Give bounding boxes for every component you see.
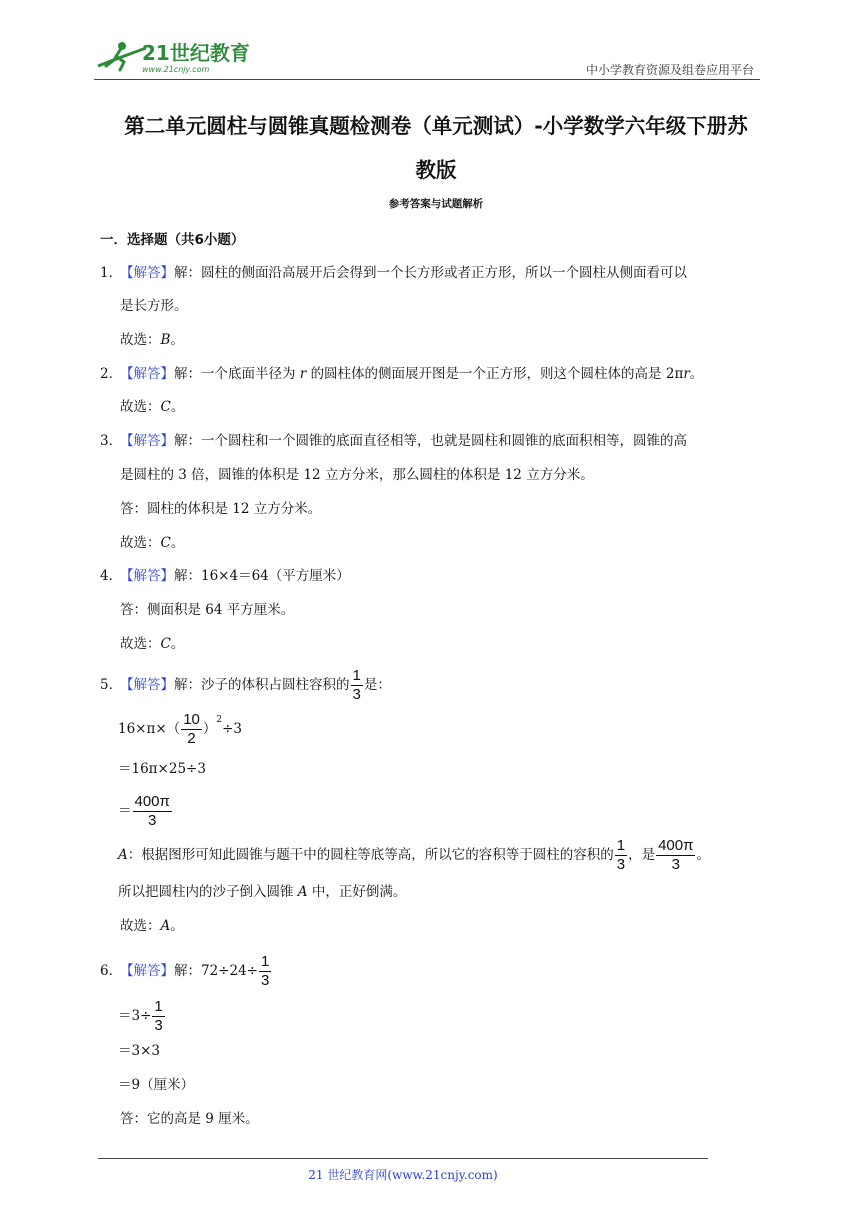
q5-calc-1: 16×π×（ $\frac{10}{2}$ ）$^2$÷3	[118, 711, 243, 747]
q4-line-2: 答：侧面积是 64 平方厘米。	[120, 602, 295, 618]
answer-tag: 【解答】	[120, 963, 174, 979]
answer-tag: 【解答】	[120, 265, 174, 281]
q6-calc-3: ＝9（厘米）	[118, 1077, 195, 1093]
fraction-one-third: $\frac{1}{3}$	[154, 998, 163, 1034]
q3-answer: C	[160, 535, 171, 551]
platform-label: 中小学教育资源及组卷应用平台	[585, 63, 754, 77]
logo-url: www.21cnjy.com	[142, 65, 210, 74]
footer-link[interactable]: 21 世纪教育网(www.21cnjy.com)	[308, 1168, 498, 1182]
q5-choice: 故选：A。	[120, 918, 184, 934]
q6-number: 6．	[100, 963, 123, 979]
q3-choice: 故选：C。	[120, 535, 185, 551]
q4-line-1: 4．【解答】解：16×4＝64（平方厘米）	[100, 568, 350, 584]
q1-answer: B	[160, 332, 171, 348]
q2-number: 2．	[100, 366, 123, 382]
q4-choice: 故选：C。	[120, 636, 185, 652]
title-line-2: 教版	[415, 158, 457, 182]
q6-answer-text: 答：它的高是 9 厘米。	[120, 1111, 259, 1127]
q4-number: 4．	[100, 568, 123, 584]
q3-line-3: 答：圆柱的体积是 12 立方分米。	[120, 501, 322, 517]
fraction-ten-halves: $\frac{10}{2}$	[183, 711, 200, 747]
fraction-one-third: $\frac{1}{3}$	[616, 837, 626, 873]
q6-calc-1: ＝3÷ $\frac{1}{3}$	[118, 998, 163, 1034]
fraction-400pi-third: $\frac{400\pi}{3}$	[658, 837, 694, 873]
q5-calc-3: ＝ $\frac{400\pi}{3}$	[118, 793, 170, 829]
header-divider	[94, 79, 760, 80]
fraction-one-third: $\frac{1}{3}$	[352, 667, 361, 703]
footer-divider	[98, 1158, 708, 1159]
document-title	[96, 104, 776, 192]
fraction-400pi-third: $\frac{400\pi}{3}$	[134, 793, 170, 829]
q3-line-2: 是圆柱的 3 倍，圆锥的体积是 12 立方分米，那么圆柱的体积是 12 立方分米。	[120, 467, 594, 483]
answer-tag: 【解答】	[120, 568, 174, 584]
q1-text: 解：圆柱的侧面沿高展开后会得到一个长方形或者正方形，所以一个圆柱从侧面看可以	[174, 265, 687, 281]
answer-tag: 【解答】	[120, 366, 174, 382]
q2-choice: 故选：C。	[120, 399, 185, 415]
answer-tag: 【解答】	[120, 433, 174, 449]
q5-option-a: A：根据图形可知此圆锥与题干中的圆柱等底等高，所以它的容积等于圆柱的容积的 $\frac{1}{3}$ ，是 $\frac{400\pi}{3}$ 。	[118, 837, 710, 873]
logo-text: 21世纪教育	[142, 41, 250, 65]
q5-answer: A	[160, 918, 171, 934]
q1-line-1	[100, 263, 687, 283]
q5-line-4: 所以把圆柱内的沙子倒入圆锥 A 中，正好倒满。	[118, 884, 407, 900]
document-subtitle: 参考答案与试题解析	[388, 198, 484, 210]
q5-line-1: 5．【解答】解：沙子的体积占圆柱容积的 $\frac{1}{3}$ 是：	[100, 667, 391, 703]
title-line-1: 第二单元圆柱与圆锥真题检测卷（单元测试）-小学数学六年级下册苏	[124, 114, 748, 138]
q6-line-1: 6．【解答】解：72÷24÷ $\frac{1}{3}$	[100, 953, 270, 989]
section-heading: 一．选择题（共6小题）	[100, 232, 245, 248]
q6-calc-2: ＝3×3	[118, 1043, 160, 1059]
q5-calc-2: ＝16π×25÷3	[118, 761, 206, 777]
answer-tag: 【解答】	[120, 677, 174, 693]
q2-line-1: 2．【解答】解：一个底面半径为 r 的圆柱体的侧面展开图是一个正方形，则这个圆柱体的高是 2πr。	[100, 366, 704, 382]
fraction-one-third: $\frac{1}{3}$	[260, 953, 270, 989]
q1-number: 1．	[100, 265, 123, 281]
site-logo	[94, 36, 264, 76]
q4-answer: C	[160, 636, 171, 652]
q5-number: 5．	[100, 677, 123, 693]
q2-answer: C	[160, 399, 171, 415]
q1-line-2: 是长方形。	[120, 298, 188, 314]
q3-number: 3．	[100, 433, 123, 449]
q1-choice: 故选：B。	[120, 332, 184, 348]
q3-line-1: 3．【解答】解：一个圆柱和一个圆锥的底面直径相等，也就是圆柱和圆锥的底面积相等，圆锥的高	[100, 433, 687, 449]
